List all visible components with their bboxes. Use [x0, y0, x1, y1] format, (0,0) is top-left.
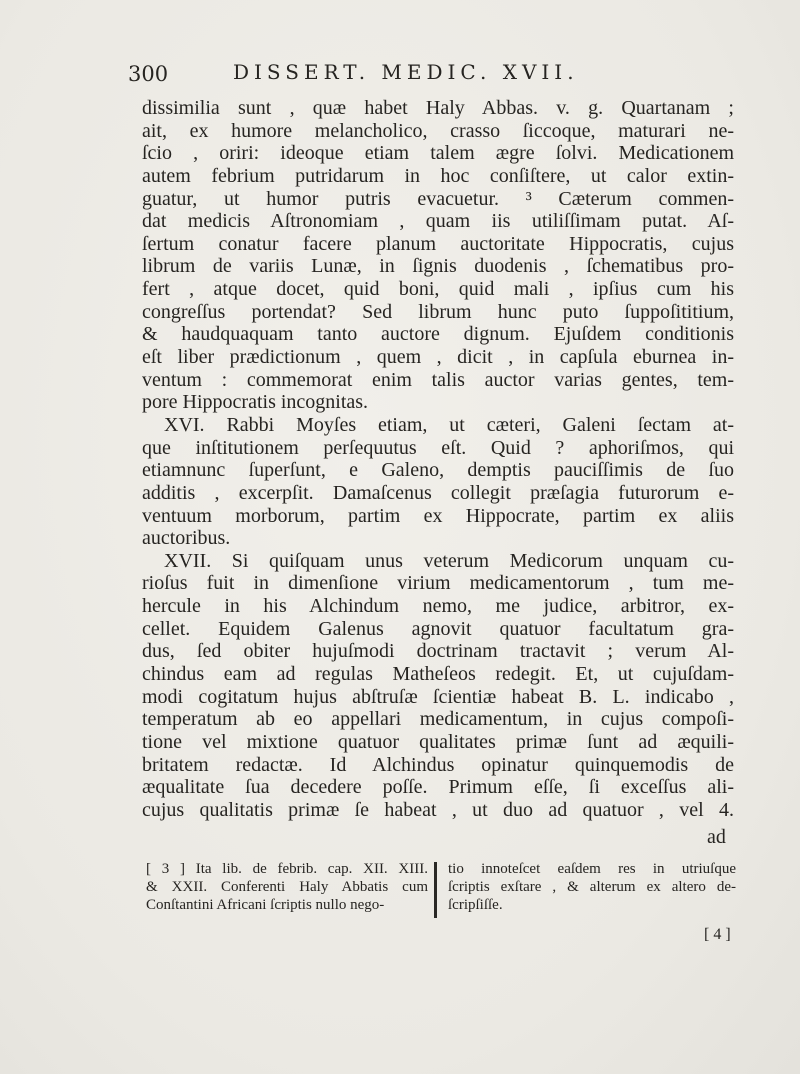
- footnote-line: ſcriptis exſtare , & alterum ex altero de-: [448, 879, 736, 895]
- text-line: hercule in his Alchindum nemo, me judice, arbitror, ex-: [142, 595, 734, 618]
- running-header: [128, 60, 668, 90]
- text-line: cellet. Equidem Galenus agnovit quatuor facultatum gra-: [142, 617, 734, 640]
- text-line: ventuum morborum, partim ex Hippocrate, partim ex aliis: [142, 504, 734, 527]
- text-line: guatur, ut humor putris evacuetur. ³ Cæterum commen-: [142, 187, 734, 210]
- text-line: britatem redactæ. Id Alchindus opinatur quinquemodis de: [142, 753, 734, 776]
- signature-mark: [ 4 ]: [704, 926, 731, 943]
- text-line: ventum : commemorat enim talis auctor varias gentes, tem-: [142, 368, 734, 391]
- footnote-line: [ 3 ] Ita lib. de febrib. cap. XII. XIII.: [146, 861, 428, 877]
- footnote-line: Conſtantini Africani ſcriptis nullo nego-: [146, 897, 385, 913]
- footnote-line: tio innoteſcet eaſdem res in utriuſque: [448, 861, 736, 877]
- running-title: DISSERT. MEDIC. XVII.: [233, 60, 579, 84]
- text-line: auctoribus.: [142, 527, 231, 550]
- footnote-line: ſcripſiſſe.: [448, 897, 503, 913]
- text-line: librum de variis Lunæ, in ſignis duodenis , ſchematibus pro-: [142, 255, 734, 278]
- text-line: congreſſus portendat? Sed librum hunc puto ſuppoſititium,: [142, 300, 734, 323]
- text-line: etiamnunc ſuperſunt, e Galeno, demptis pauciſſimis de ſuo: [142, 459, 734, 482]
- text-line: rioſus fuit in dimenſione virium medicamentorum , tum me-: [142, 572, 734, 595]
- footnote-line: & XXII. Conferenti Haly Abbatis cum: [146, 879, 428, 895]
- text-line: cujus qualitatis primæ ſe habeat , ut duo ad quatuor , vel 4.: [142, 798, 734, 821]
- text-line: additis , excerpſit. Damaſcenus collegit præſagia futurorum e-: [142, 481, 734, 504]
- text-line: ſcio , oriri: ideoque etiam talem ægre ſolvi. Medicationem: [142, 142, 734, 165]
- text-line: dus, ſed obiter hujuſmodi doctrinam tractavit ; verum Al-: [142, 640, 734, 663]
- text-line: chindus eam ad regulas Matheſeos redegit. Et, ut cujuſdam-: [142, 663, 734, 686]
- page-number: 300: [128, 62, 169, 86]
- text-line: XVII. Si quiſquam unus veterum Medicorum unquam cu-: [164, 549, 734, 572]
- text-line: eſt liber prædictionum , quem , dicit , in capſula eburnea in-: [142, 346, 734, 369]
- footnote-column-right: [448, 860, 736, 914]
- footnote-column-rule: [434, 862, 437, 918]
- text-line: modi cogitatum hujus abſtruſæ ſcientiæ habeat B. L. indicabo ,: [142, 685, 734, 708]
- text-line: ſertum conatur facere planum auctoritate Hippocratis, cujus: [142, 232, 734, 255]
- text-line: autem febrium putridarum in hoc conſiſtere, ut calor extin-: [142, 164, 734, 187]
- main-text: [142, 97, 734, 822]
- text-line: que inſtitutionem perſequutus eſt. Quid ? aphoriſmos, qui: [142, 436, 734, 459]
- text-line: pore Hippocratis incognitas.: [142, 391, 369, 414]
- text-line: ait, ex humore melancholico, crasso ſiccoque, maturari ne-: [142, 119, 734, 142]
- footnotes: [146, 860, 736, 930]
- catchword: ad: [707, 826, 726, 848]
- text-line: XVI. Rabbi Moyſes etiam, ut cæteri, Galeni ſectam at-: [164, 413, 734, 436]
- text-line: & haudquaquam tanto auctore dignum. Ejuſdem conditionis: [142, 323, 734, 346]
- text-line: dat medicis Aſtronomiam , quam iis utiliſſimam putat. Aſ-: [142, 210, 734, 233]
- text-line: temperatum ab eo appellari medicamentum, in cujus compoſi-: [142, 708, 734, 731]
- text-line: fert , atque docet, quid boni, quid mali , ipſius cum his: [142, 278, 734, 301]
- footnote-column-left: [146, 860, 428, 914]
- text-line: dissimilia sunt , quæ habet Haly Abbas. v. g. Quartanam ;: [142, 97, 734, 119]
- text-line: æqualitate ſua decedere poſſe. Primum eſſe, ſi exceſſus ali-: [142, 776, 734, 799]
- text-line: tione vel mixtione quatuor qualitates primæ ſunt ad æquili-: [142, 730, 734, 753]
